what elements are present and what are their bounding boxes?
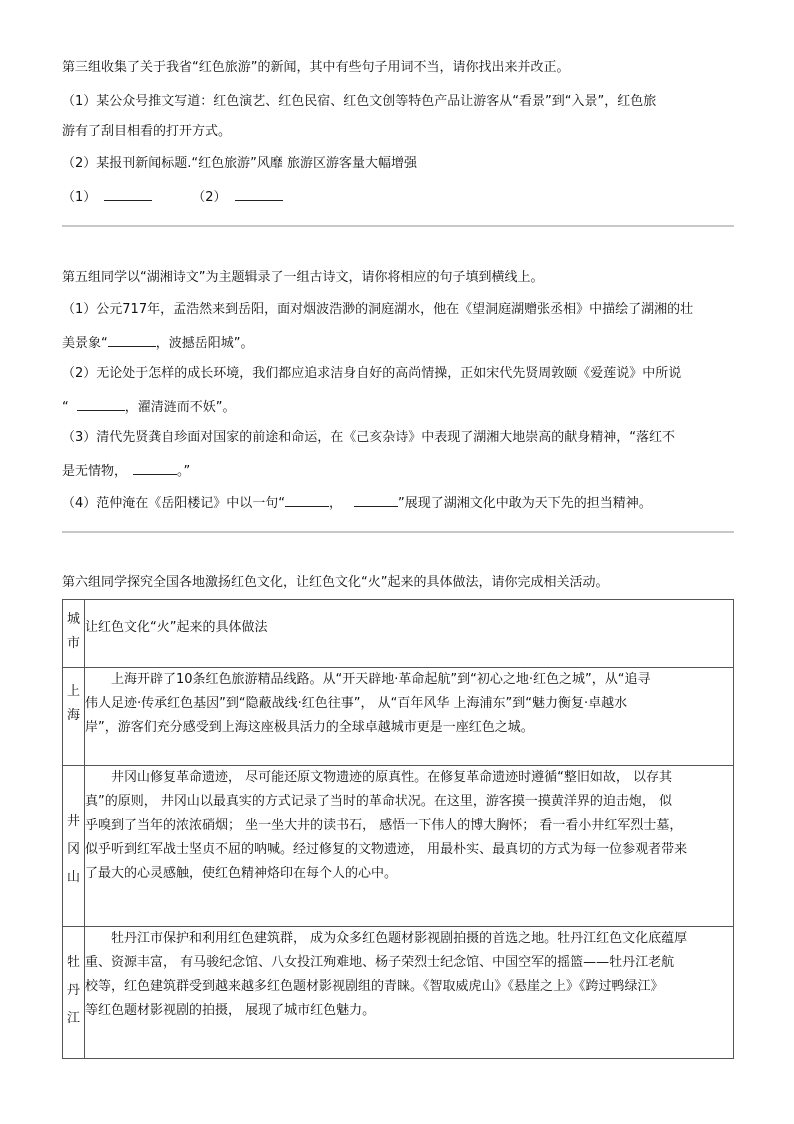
section5-q1-line2	[62, 334, 734, 352]
city-char: 上	[66, 684, 80, 699]
q1-text-b: ，波撼岳阳城”。	[155, 336, 254, 351]
city-char: 丹	[66, 983, 80, 998]
table-row	[63, 668, 734, 766]
method-line: 真”的原则， 井冈山以最真实的方式记录了当时的革命状况。在这里，游客摸一摸黄洋界的迫击炮， 似	[85, 794, 673, 809]
city-cell-jinggangshan	[63, 766, 85, 927]
method-line: 了最大的心灵感触，使红色精神烙印在每个人的心中。	[85, 866, 398, 881]
method-line: 上海开辟了10条红色旅游精品线路。从“开天辟地·革命起航”到“初心之地·红色之城”，从“追寻	[111, 672, 651, 687]
method-line: 似乎听到红军战士坚贞不屈的呐喊。经过修复的文物遗迹， 用最朴实、最真切的方式为每一位参观者带来	[85, 842, 688, 857]
q1-blank[interactable]	[108, 334, 156, 347]
red-culture-table	[62, 599, 734, 1059]
section3-intro: 第三组收集了关于我省“红色旅游”的新闻，其中有些句子用词不当，请你找出来并改正。	[62, 60, 570, 75]
method-line: 牡丹江市保护和利用红色建筑群， 成为众多红色题材影视剧拍摄的首选之地。牡丹江红色文化底蕴厚	[111, 931, 688, 946]
section5-q1-line1: （1）公元717年，孟浩然来到岳阳，面对烟波浩渺的洞庭湖水，他在《望洞庭湖赠张丞相》中描绘了湖湘的壮	[62, 302, 694, 317]
section3-item2: （2）某报刊新闻标题.“红色旅游”风靡 旅游区游客量大幅增强	[62, 156, 418, 171]
city-cell-mudanjiang	[63, 927, 85, 1059]
city-char: 海	[66, 708, 80, 723]
section5-intro: 第五组同学以“湖湘诗文”为主题辑录了一组古诗文，请你将相应的句子填到横线上。	[62, 270, 544, 285]
q3-text-a: 是无情物，	[62, 464, 128, 479]
table-row	[63, 766, 734, 927]
q1-text-a: 美景象“	[62, 336, 108, 351]
city-char: 山	[66, 870, 80, 885]
method-cell-jinggangshan	[85, 766, 734, 927]
section5-q4	[62, 494, 734, 512]
city-char: 牡	[66, 955, 80, 970]
section5-q2-line2	[62, 398, 734, 416]
section3-item1-line1: （1）某公众号推文写道：红色演艺、红色民宿、红色文创等特色产品让游客从“看景”到“入景”，红色旅	[62, 94, 657, 109]
method-cell-mudanjiang	[85, 927, 734, 1059]
q4-text-b: ，	[329, 496, 343, 511]
section5-q3-line2	[62, 462, 734, 480]
q2-blank[interactable]	[77, 398, 125, 411]
method-cell-shanghai	[85, 668, 734, 766]
method-line: 伟人足迹·传承红色基因”到“隐蔽战线·红色往事”， 从“百年风华 上海浦东”到“魅力衡复·卓越水	[85, 696, 628, 711]
section5-q2-line1: （2）无论处于怎样的成长环境，我们都应追求洁身自好的高尚情操，正如宋代先贤周敦颐《爱莲说》中所说	[62, 366, 682, 381]
header-city-char: 城	[66, 612, 80, 627]
header-city-char: 市	[66, 636, 80, 651]
q3-text-b: 。”	[177, 464, 191, 479]
section3-item1-line2: 游有了刮目相看的打开方式。	[62, 124, 232, 139]
q3-blank[interactable]	[133, 462, 177, 475]
section5-q3-line1: （3）清代先贤龚自珍面对国家的前途和命运，在《己亥杂诗》中表现了湖湘大地崇高的献身精神，“落红不	[62, 430, 676, 445]
table-header-row	[63, 600, 734, 668]
q2-text-a: “	[62, 400, 69, 415]
section-divider	[62, 225, 734, 227]
section-divider	[62, 531, 734, 533]
method-line: 岸”，游客们充分感受到上海这座极具活力的全球卓越城市更是一座红色之城。	[85, 720, 534, 735]
header-method-cell	[85, 600, 734, 668]
q2-text-b: ，濯清涟而不妖”。	[124, 400, 236, 415]
city-char: 江	[66, 1011, 80, 1026]
q4-blank-2[interactable]	[354, 494, 398, 507]
table-row	[63, 927, 734, 1059]
city-char: 冈	[66, 842, 80, 857]
q4-blank-1[interactable]	[285, 494, 329, 507]
section6-intro: 第六组同学探究全国各地激扬红色文化，让红色文化“火”起来的具体做法，请你完成相关活动。	[62, 575, 609, 590]
answer2-label: （2）	[192, 190, 227, 205]
method-line: 乎嗅到了当年的浓浓硝烟； 坐一坐大井的读书石， 感悟一下伟人的博大胸怀； 看一看小井红军烈士墓，	[85, 818, 683, 833]
method-line: 井冈山修复革命遗迹， 尽可能还原文物遗迹的原真性。在修复革命遗迹时遵循“整旧如故， 以存其	[111, 770, 673, 785]
method-line: 等红色题材影视剧的拍摄， 展现了城市红色魅力。	[85, 1003, 376, 1018]
q4-text-c: ”展现了湖湘文化中敢为天下先的担当精神。	[398, 496, 652, 511]
city-cell-shanghai	[63, 668, 85, 766]
header-method-text: 让红色文化“火”起来的具体做法	[85, 620, 268, 635]
city-char: 井	[66, 814, 80, 829]
answer1-label: （1）	[62, 190, 97, 205]
answer2-blank[interactable]	[235, 188, 283, 201]
q4-text-a: （4）范仲淹在《岳阳楼记》中以一句“	[62, 496, 286, 511]
method-line: 重、资源丰富， 有马骏纪念馆、八女投江殉难地、杨子荣烈士纪念馆、中国空军的摇篮——牡丹江老航	[85, 955, 675, 970]
method-line: 校等，红色建筑群受到越来越多红色题材影视剧组的青睐。《智取威虎山》《悬崖之上》《跨过鸭绿江》	[85, 979, 664, 994]
section3-answer-row	[62, 188, 734, 206]
header-city-cell	[63, 600, 85, 668]
answer1-blank[interactable]	[104, 188, 152, 201]
